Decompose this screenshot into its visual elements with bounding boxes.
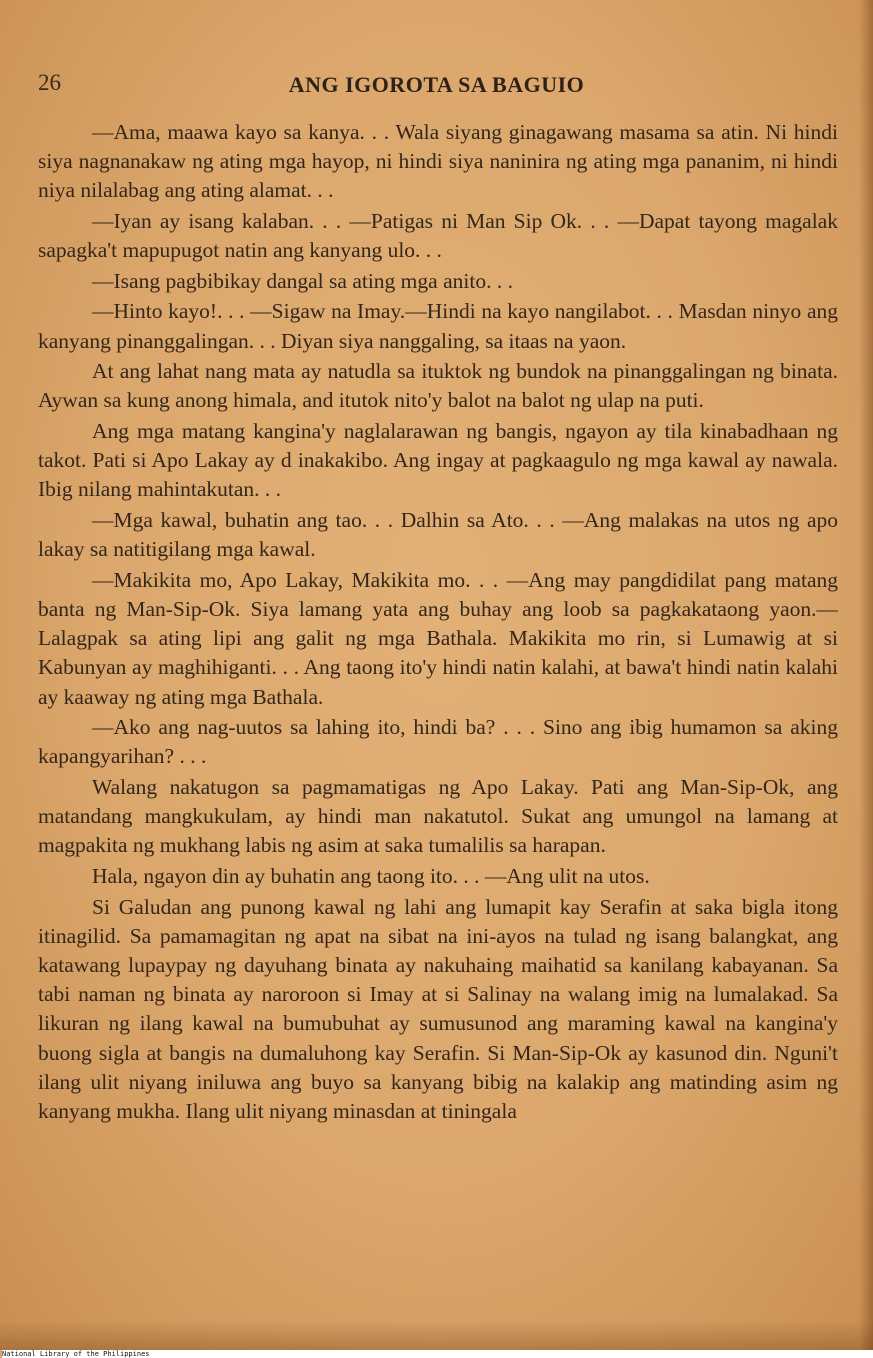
page-edge-shadow [859, 0, 873, 1350]
page-number: 26 [38, 70, 61, 95]
paragraph: —Isang pagbibikay dangal sa ating mga anito. . . [92, 268, 513, 293]
paragraph: Hala, ngayon din ay buhatin ang taong ito. . . —Ang ulit na utos. [92, 863, 650, 888]
paragraph: Si Galudan ang punong kawal ng lahi ang lumapit kay Serafin at saka bigla itong itinagilid. Sa pamamagitan ng apat na sibat na ini-ayos na tulad ng isang balangkat, ang katawang lupaypay ng dayuhang binata ay nakuhaing maihatid sa kanilang kabayanan. Sa tabi naman ng binata ay naroroon si Imay at si Salinay na walang imig na lumalakad. Sa likuran ng ilang kawal na bumubuhat ay sumusunod ang maraming kawal na kangina'y buong sigla at bangis na dumaluhong kay Serafin. Si Man-Sip-Ok ay kasunod din. Nguni't ilang ulit niyang iniluwa ang buyo sa kanyang bibig na kalakip ang matinding asim ng kanyang mukha. Ilang ulit niyang minasdan at tiningala [38, 894, 838, 1123]
paragraph: —Ako ang nag-uutos sa lahing ito, hindi ba? . . . Sino ang ibig humamon sa aking kapangyarihan? . . . [38, 715, 838, 769]
body-text [38, 118, 838, 1128]
paragraph: Walang nakatugon sa pagmamatigas ng Apo Lakay. Pati ang Man-Sip-Ok, ang matandang mangkukulam, ay hindi man nakatutol. Sukat ang umungol na lamang at magpakita ng mukhang labis ng asim at saka tumalilis sa harapan. [38, 774, 838, 858]
paragraph: —Mga kawal, buhatin ang tao. . . Dalhin sa Ato. . . —Ang malakas na utos ng apo lakay sa natitigilang mga kawal. [38, 507, 838, 562]
paragraph: —Ama, maawa kayo sa kanya. . . Wala siyang ginagawang masama sa atin. Ni hindi siya nagnanakaw ng ating mga hayop, ni hindi siya naninira ng ating mga pananim, ni hindi niya nilalabag ang ating alamat. . . [38, 120, 838, 203]
paragraph: At ang lahat nang mata ay natudla sa ituktok ng bundok na pinanggalingan ng binata. Aywan sa kung anong himala, and itutok nito'y balot na balot ng ulap na puti. [38, 359, 838, 413]
running-head-title: ANG IGOROTA SA BAGUIO [288, 72, 585, 97]
paragraph: —Hinto kayo!. . . —Sigaw na Imay.—Hindi na kayo nangilabot. . . Masdan ninyo ang kanyang pinanggalingan. . . Diyan siya nanggaling, sa itaas na yaon. [38, 299, 838, 353]
paragraph: —Makikita mo, Apo Lakay, Makikita mo. . . —Ang may pangdidilat pang matang banta ng Man-Sip-Ok. Siya lamang yata ang buhay ang loob sa pagkakataong yaon.—Lalagpak sa ating lipi ang galit ng mga Bathala. Makikita mo rin, si Lumawig at si Kabunyan ay maghihiganti. . . Ang taong ito'y hindi natin kalahi, at bawa't hindi natin kalahi ay kaaway ng ating mga Bathala. [38, 567, 838, 709]
page-bottom-shadow [0, 1320, 873, 1350]
scan-credit-footer: National Library of the Philippines [2, 1350, 873, 1358]
paragraph: Ang mga matang kangina'y naglalarawan ng bangis, ngayon ay tila kinabadhaan ng takot. Pati si Apo Lakay ay d inakakibo. Ang ingay at pagkaagulo ng mga kawal ay nawala. Ibig nilang mahintakutan. . . [38, 418, 838, 502]
paragraph: —Iyan ay isang kalaban. . . —Patigas ni Man Sip Ok. . . —Dapat tayong magalak sapagka't mapupugot natin ang kanyang ulo. . . [38, 209, 838, 263]
